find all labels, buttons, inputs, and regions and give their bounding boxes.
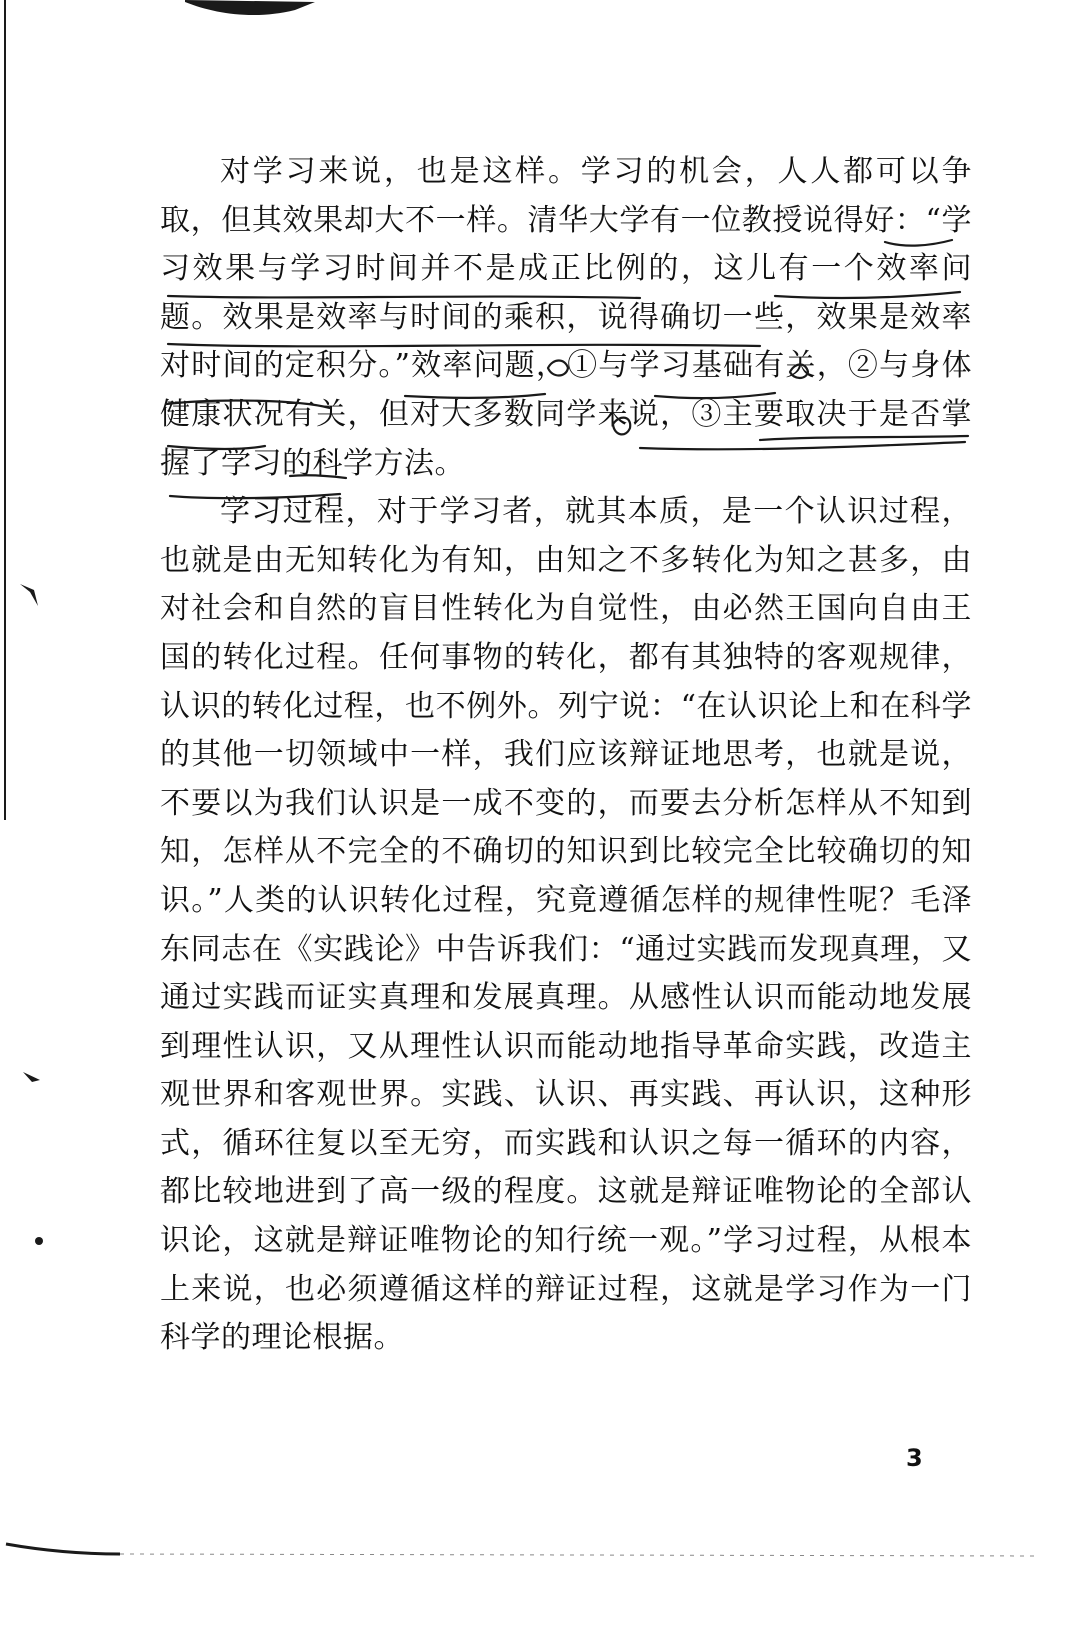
top-smudge [185,0,315,24]
margin-speck [34,1236,44,1246]
margin-speck [22,1068,42,1084]
paragraph-learning-process: 学习过程，对于学习者，就其本质，是一个认识过程，也就是由无知转化为有知，由知之不多转化为知之甚多，由对社会和自然的盲目性转化为自觉性，由必然王国向自由王国的转化过程。任何事物的转化，都有其独特的客观规律，认识的转化过程，也不例外。列宁说：“在认识论上和在科学的其他一切领域中一样，我们应该辩证地思考，也就是说，不要以为我们认识是一成不变的，而要去分析怎样从不知到知，怎样从不完全的不确切的知识到比较完全比较确切的知识。”人类的认识转化过程，究竟遵循怎样的规律性呢？毛泽东同志在《实践论》中告诉我们：“通过实践而发现真理，又通过实践而证实真理和发展真理。从感性认识而能动地发展到理性认识，又从理性认识而能动地指导革命实践，改造主观世界和客观世界。实践、认识、再实践、再认识，这种形式，循环往复以至无穷，而实践和认识之每一循环的内容，都比较地进到了高一级的程度。这就是辩证唯物论的全部认识论，这就是辩证唯物论的知行统一观。”学习过程，从根本上来说，也必须遵循这样的辩证过程，这就是学习作为一门科学的理论根据。 [160,494,972,1356]
margin-speck [18,582,40,608]
page-number: 3 [906,1444,923,1472]
scan-edge-left [4,0,6,820]
scan-bottom-edge [0,1540,1080,1560]
page-body [160,148,972,1363]
paragraph-efficiency: 对学习来说，也是这样。学习的机会，人人都可以争取，但其效果却大不一样。清华大学有一位教授说得好：“学习效果与学习时间并不是成正比例的，这儿有一个效率问题。效果是效率与时间的乘积，说得确切一些，效果是效率对时间的定积分。”效率问题，①与学习基础有关，②与身体健康状况有关，但对大多数同学来说，③主要取决于是否掌握了学习的科学方法。 [160,154,972,481]
